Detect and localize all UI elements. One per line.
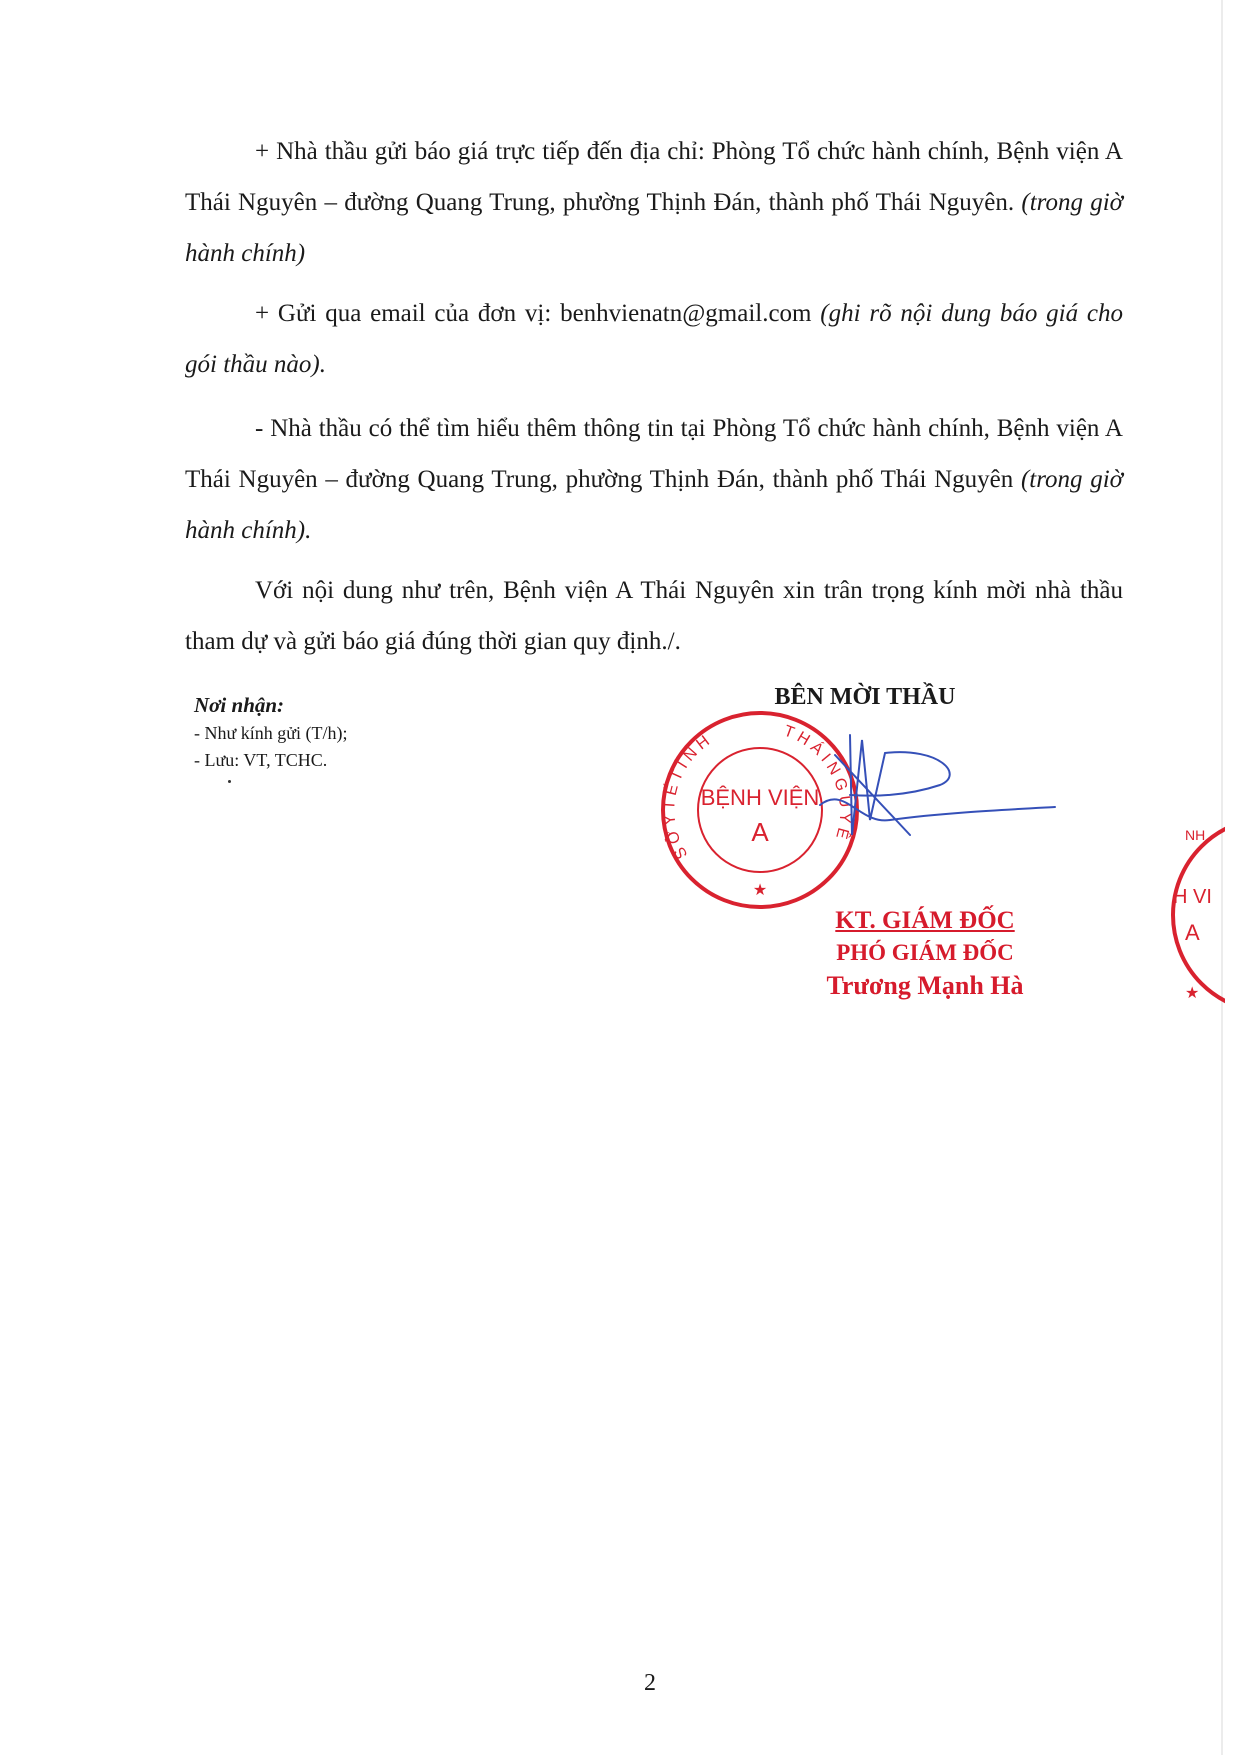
- star-icon: ★: [752, 882, 768, 899]
- paragraph-text: Với nội dung như trên, Bệnh viện A Thái Nguyên xin trân trọng kính mời nhà thầu tham dự và gửi báo giá đúng thời gian quy định./.: [185, 577, 1123, 655]
- signer-name: Trương Mạnh Hà: [826, 971, 1024, 1000]
- paragraph-text: + Gửi qua email của đơn vị: benhvienatn@gmail.com: [255, 300, 812, 327]
- recipients-block: [194, 690, 348, 774]
- star-icon: ★: [1185, 985, 1200, 1002]
- stamp-center-line1: BỆNH VIỆN: [700, 785, 820, 810]
- recipient-item: - Như kính gửi (T/h);: [194, 723, 348, 743]
- signer-block: [760, 905, 1090, 1003]
- paragraph-direct-submission: [185, 126, 1123, 279]
- signer-role: KT. GIÁM ĐỐC: [835, 907, 1015, 934]
- partial-seal-middle: H VI: [1173, 886, 1212, 908]
- partial-seal-edge: [1165, 810, 1225, 1020]
- handwritten-signature: [790, 725, 1060, 855]
- paragraph-italic-note: (trong giờ hành chính).: [185, 466, 1123, 544]
- stamp-center-line2: A: [751, 817, 769, 847]
- paragraph-text: - Nhà thầu có thể tìm hiểu thêm thông tin tại Phòng Tổ chức hành chính, Bệnh viện A Thái Nguyên – đường Quang Trung, phường Thịnh Đán, thành phố Thái Nguyên: [185, 415, 1123, 493]
- scan-dot: [228, 780, 231, 783]
- paragraph-email-submission: [185, 288, 1123, 390]
- paragraph-closing: [185, 565, 1123, 667]
- signer-position: PHÓ GIÁM ĐỐC: [836, 940, 1014, 965]
- paragraph-text: + Nhà thầu gửi báo giá trực tiếp đến địa chỉ: Phòng Tổ chức hành chính, Bệnh viện A Thái Nguyên – đường Quang Trung, phường Thịnh Đán, thành phố Thái Nguyên.: [185, 138, 1123, 216]
- paragraph-italic-note: (ghi rõ nội dung báo giá cho gói thầu nào).: [185, 300, 1123, 378]
- recipient-item: - Lưu: VT, TCHC.: [194, 750, 328, 770]
- paragraph-more-info: [185, 403, 1123, 556]
- svg-text:T H Á I N G U Y Ê N: T H Á I N G U Y Ê N: [649, 692, 854, 846]
- page-number: 2: [644, 1670, 656, 1696]
- stamp-arc-text: S Ở Y T Ế T Ỉ N H: [661, 732, 713, 862]
- partial-seal-ring: [1173, 818, 1225, 1012]
- signature-title: BÊN MỜI THẦU: [774, 684, 956, 710]
- partial-seal-top: NH: [1185, 827, 1206, 843]
- partial-seal-letter: A: [1185, 920, 1200, 945]
- paragraph-italic-note: (trong giờ hành chính): [185, 189, 1124, 267]
- recipients-title: Nơi nhận:: [194, 693, 285, 717]
